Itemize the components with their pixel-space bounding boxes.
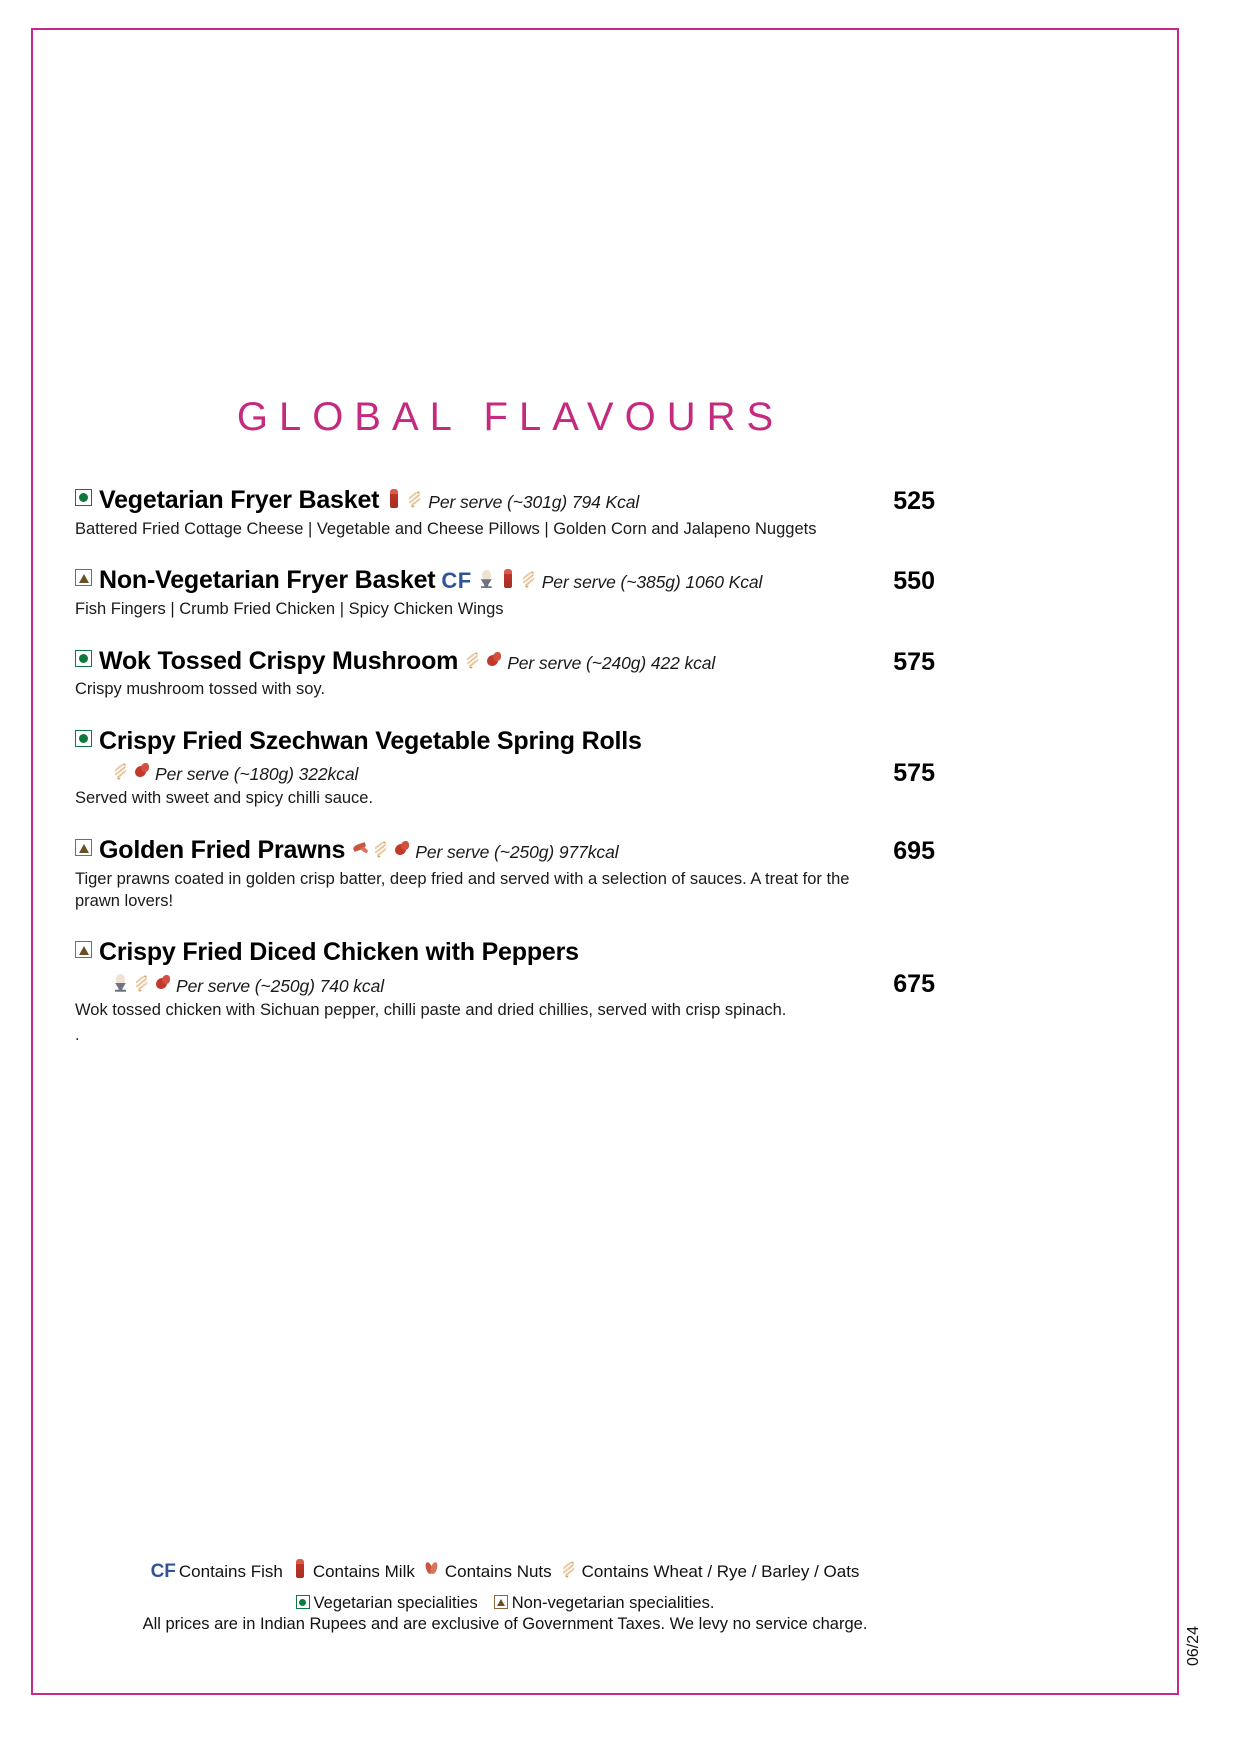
menu-item-name: Crispy Fried Diced Chicken with Peppers — [99, 938, 579, 967]
allergen-icons — [384, 488, 426, 513]
menu-item-name-line — [75, 938, 825, 968]
contains-milk-icon — [290, 1558, 309, 1580]
menu-item-header — [75, 938, 935, 997]
contains-soy-icon — [392, 838, 411, 860]
menu-list — [75, 486, 935, 1047]
menu-item-name: Vegetarian Fryer Basket — [99, 486, 380, 514]
menu-item-header — [75, 486, 935, 516]
menu-item-name-line — [75, 836, 825, 866]
menu-item[interactable] — [75, 727, 935, 810]
allergen-icons — [350, 838, 413, 863]
non-vegetarian-icon — [75, 839, 92, 856]
menu-item-header — [75, 647, 935, 677]
diet-legend-veg: Vegetarian specialities — [313, 1594, 478, 1612]
menu-item-name: Golden Fried Prawns — [99, 836, 346, 865]
contains-egg-icon — [111, 972, 130, 994]
menu-item-name-line — [75, 486, 825, 516]
contains-wheat-icon — [132, 972, 151, 994]
menu-item-description: Fish Fingers | Crumb Fried Chicken | Spicy Chicken Wings — [75, 599, 504, 618]
menu-item-price: 675 — [893, 970, 935, 999]
contains-wheat-icon — [519, 568, 538, 590]
menu-item-portion: Per serve (~301g) 794 Kcal — [428, 492, 640, 512]
menu-item-description: Served with sweet and spicy chilli sauce. — [75, 789, 374, 808]
menu-item-portion: Per serve (~250g) 740 kcal — [176, 975, 384, 996]
allergen-icons — [111, 972, 174, 996]
edition-date: 06/24 — [1185, 1626, 1202, 1667]
allergen-legend-fish: Contains Fish — [178, 1562, 283, 1581]
menu-item-description: Crispy mushroom tossed with soy. — [75, 680, 326, 699]
menu-item-portion: Per serve (~385g) 1060 Kcal — [541, 572, 763, 593]
menu-item-description: Wok tossed chicken with Sichuan pepper, chilli paste and dried chillies, served with crisp spinach. — [75, 1000, 787, 1019]
terms-text: All prices are in Indian Rupees and are exclusive of Government Taxes. We levy no service charge. — [142, 1615, 868, 1633]
menu-content — [75, 395, 935, 1073]
menu-item-header — [75, 727, 935, 786]
allergen-legend-wheat: Contains Wheat / Rye / Barley / Oats — [581, 1562, 860, 1581]
menu-item-portion: Per serve (~240g) 422 kcal — [507, 652, 716, 673]
menu-item-price: 550 — [893, 567, 935, 596]
contains-fish-mark: CF — [441, 568, 472, 594]
vegetarian-icon — [75, 650, 92, 667]
menu-footer — [75, 1558, 935, 1634]
menu-item-description: Battered Fried Cottage Cheese | Vegetable and Cheese Pillows | Golden Corn and Jalapeno Nuggets — [75, 519, 817, 538]
contains-wheat-icon — [371, 838, 390, 860]
contains-milk-icon — [498, 568, 517, 590]
menu-item-name-line — [75, 566, 825, 596]
menu-item-portion-line — [111, 760, 825, 785]
contains-soy-icon — [153, 972, 172, 994]
menu-item-name-line — [75, 727, 825, 757]
menu-item-header — [75, 566, 935, 596]
menu-item-portion-line — [111, 972, 825, 997]
non-vegetarian-icon — [75, 569, 92, 586]
menu-item-name: Crispy Fried Szechwan Vegetable Spring Rolls — [99, 726, 642, 755]
menu-item-name-line — [75, 647, 825, 677]
menu-item-price: 695 — [893, 837, 935, 866]
non-vegetarian-icon — [75, 941, 92, 958]
menu-item-name: Wok Tossed Crispy Mushroom — [99, 646, 459, 675]
allergen-icons — [111, 760, 153, 784]
menu-item[interactable] — [75, 938, 935, 1046]
contains-nuts-icon — [422, 1558, 441, 1580]
menu-item-price: 575 — [893, 647, 935, 676]
contains-soy-icon — [132, 760, 151, 782]
vegetarian-icon — [75, 489, 92, 506]
menu-item-name: Non-Vegetarian Fryer Basket — [99, 566, 436, 595]
contains-wheat-icon — [405, 488, 424, 510]
menu-item[interactable] — [75, 836, 935, 912]
diet-legend-nonveg: Non-vegetarian specialities. — [511, 1594, 715, 1612]
menu-item-description-extra: . — [75, 1025, 80, 1044]
allergen-legend-nuts: Contains Nuts — [444, 1562, 552, 1581]
menu-item-portion: Per serve (~250g) 977kcal — [415, 842, 619, 863]
diet-legend — [75, 1594, 935, 1613]
contains-wheat-icon — [111, 760, 130, 782]
menu-item-price: 575 — [893, 758, 935, 787]
allergen-legend — [75, 1558, 935, 1583]
contains-fish-mark: CF — [150, 1561, 176, 1582]
menu-item-header — [75, 836, 935, 866]
menu-item-portion: Per serve (~180g) 322kcal — [155, 764, 359, 785]
menu-item-price: 525 — [893, 487, 935, 515]
contains-soy-icon — [484, 649, 503, 671]
vegetarian-icon — [75, 730, 92, 747]
menu-item[interactable] — [75, 566, 935, 620]
menu-item-description: Tiger prawns coated in golden crisp batter, deep fried and served with a selection of sauces. A treat for the prawn lovers! — [75, 869, 850, 910]
allergen-legend-milk: Contains Milk — [312, 1562, 415, 1581]
menu-item[interactable] — [75, 647, 935, 701]
contains-egg-icon — [477, 568, 496, 590]
vegetarian-icon — [296, 1595, 310, 1609]
menu-item[interactable] — [75, 486, 935, 540]
contains-crustacean-icon — [350, 838, 369, 860]
allergen-icons — [463, 649, 505, 674]
page-title: GLOBAL FLAVOURS — [236, 395, 785, 439]
non-vegetarian-icon — [494, 1595, 508, 1609]
contains-milk-icon — [384, 488, 403, 510]
contains-wheat-icon — [463, 649, 482, 671]
contains-wheat-icon — [559, 1558, 578, 1580]
allergen-icons — [477, 568, 540, 593]
